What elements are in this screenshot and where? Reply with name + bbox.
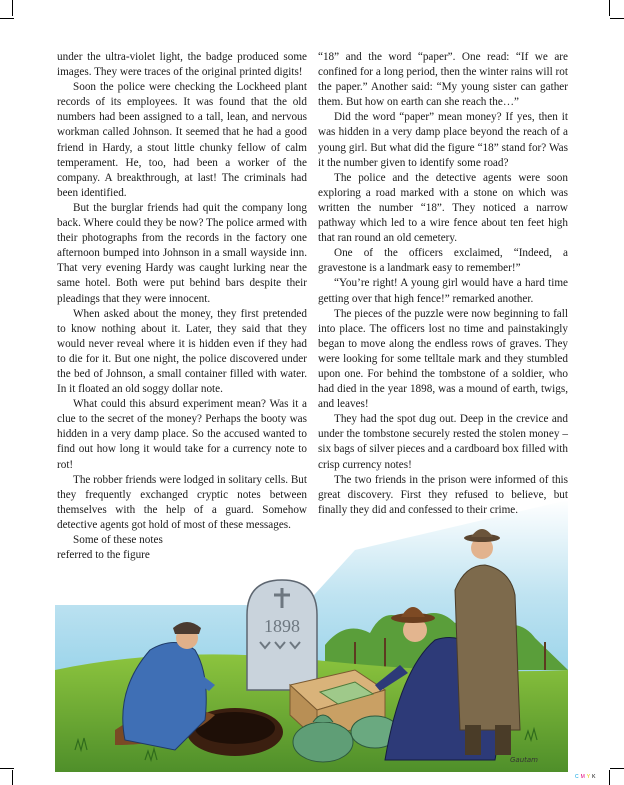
paragraph: “18” and the word “paper”. One read: “If we are confined for a long period, then the winter rains will rot the paper.” Another said: “My young sister can gather them. But how on earth can she reach the…” [318,51,568,109]
crop-mark-top-right-v [609,0,610,16]
paragraph: What could this absurd experiment mean? Was it a clue to the secret of the money? Perhaps the booty was hidden in a very damp place. So the accused wanted to find out how long it would take for a currency note to rot! [57,398,307,471]
paragraph: But the burglar friends had quit the company long back. Where could they be now? The police armed with their photographs from the records in the factory one afternoon bumped into Johnson in a small wayside inn. That very evening Hardy was caught lurking near the same hotel. Both were put behind bars despite their pleadings that they were innocent. [57,201,307,305]
crop-mark-top-right-h [610,18,624,19]
crop-mark-bottom-right-h [610,768,624,769]
left-column [57,50,307,563]
crop-mark-bottom-right-v [609,770,610,785]
paragraph: Did the word “paper” mean money? If yes, then it was hidden in a very damp place beyond the reach of a young girl. But what did the figure “18” stand for? Was it the number given to identify some road? [318,111,568,169]
paragraph: The two friends in the prison were informed of this great discovery. First they refused to believe, but finally they did and confessed to their crime. [318,473,568,516]
crop-mark-top-left-v [12,0,13,16]
crop-mark-bottom-left-v [12,770,13,785]
paragraph: The police and the detective agents were soon exploring a road marked with a stone on which was written the number “18”. They noticed a narrow pathway which led to a wire fence about ten feet high that ran round an old cemetery. [318,171,568,245]
crop-mark-top-left-h [0,18,14,19]
tombstone [247,580,317,690]
paragraph: “You’re right! A young girl would have a hard time getting over that high fence!” remarked another. [318,277,568,305]
paragraph: The pieces of the puzzle were now beginning to fall into place. The officers lost no time and painstakingly began to move along the endless rows of graves. They were looking for some telltale mark and they stumbled upon one. For behind the tombstone of a soldier, who had died in the year 1898, was a mound of earth, twigs, and leaves! [318,307,568,411]
cmyk-print-mark: CMYK [575,774,598,780]
paragraph: Some of these notes referred to the figure [57,534,163,562]
paragraph: The robber friends were lodged in solitary cells. But they frequently exchanged cryptic notes between themselves with the help of a guard. Somehow detective agents got hold of most of these messages. [57,473,307,531]
paragraph: One of the officers exclaimed, “Indeed, a gravestone is a landmark easy to remember!” [318,247,568,275]
tombstone-year: 1898 [264,616,300,636]
paragraph: Soon the police were checking the Lockheed plant records of its employees. It was found that the old numbers had been assigned to a tall, lean, and nervous workman called Johnson. It seemed that he had a good friend in Hardy, a stout little chunky fellow of calm temperament. He, too, had been a worker of the company. A breakthrough, at last! The criminals had been identified. [57,81,307,199]
artist-signature: Gautam [510,756,539,764]
paragraph: under the ultra-violet light, the badge produced some images. They were traces of the original printed digits! [57,51,307,79]
right-column [318,50,568,518]
paragraph: They had the spot dug out. Deep in the crevice and under the tombstone securely rested the stolen money – six bags of silver pieces and a cardboard box filled with crisp currency notes! [318,413,568,471]
paragraph: When asked about the money, they first pretended to know nothing about it. Later, they said that they would never reveal where it is hidden even if they had to die for it. But one night, the police discovered under the bed of Johnson, a small container filled with water. In it floated an old soggy dollar note. [57,307,307,396]
crop-mark-bottom-left-h [0,768,14,769]
